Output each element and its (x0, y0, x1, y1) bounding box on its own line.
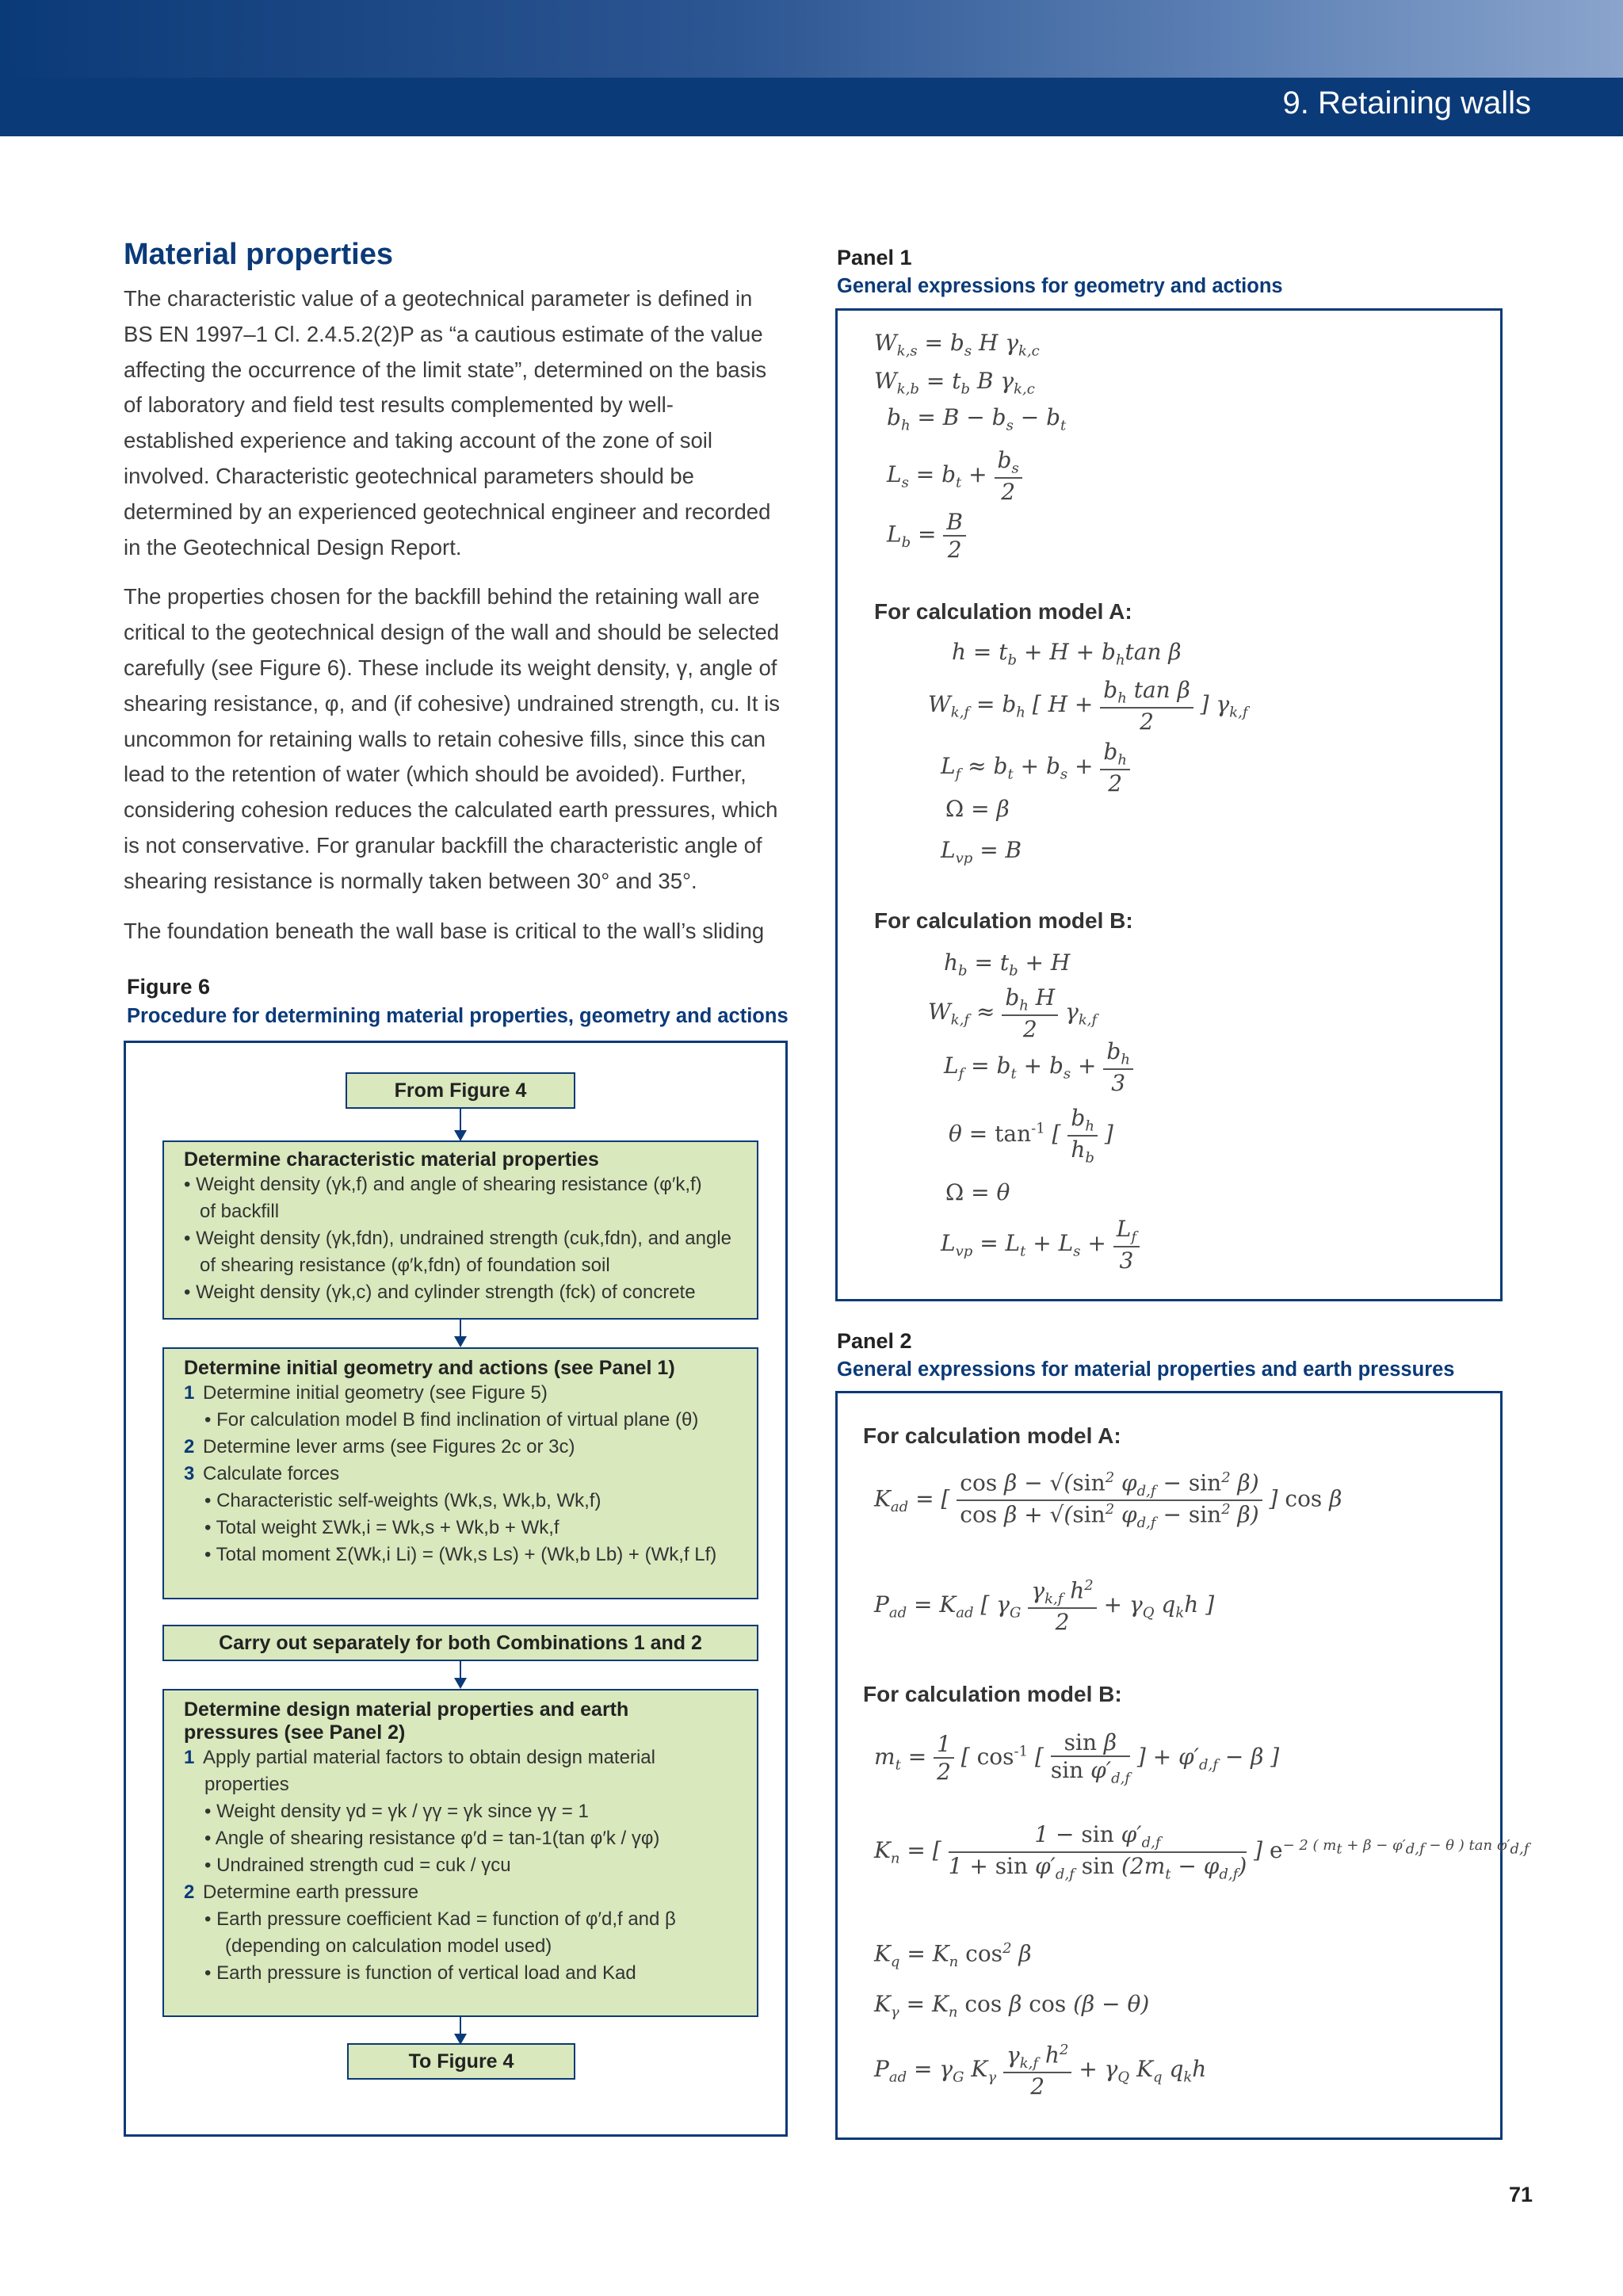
eq-wkf-b: $W_{k,f}$ ≈ $\frac{b_h H}{2}$ $\gamma_{k,f}$ (928, 984, 1098, 1042)
to-figure-label: To Figure 4 (408, 2050, 514, 2073)
left-column (124, 238, 781, 963)
combinations-box (162, 1625, 758, 1661)
eq-bh: $b_h = B - b_s - b_t$ (887, 404, 1067, 434)
box4-item: Apply partial material factors to obtain design material (203, 1747, 655, 1768)
step-number: 1 (184, 1382, 195, 1404)
eq-mt: $m_t$ = $\frac{1}{2}$ [ $\cos^{-1}$ [ $\frac{\text{sin β}}{\sin \varphi'_{d,f}}$ ] + $\varphi'_{d,f} - \beta$ ] (874, 1729, 1280, 1787)
panel1-model-a: For calculation model A: (874, 599, 1132, 624)
paragraph-2: The properties chosen for the backfill behind the retaining wall are critical to the geotechnical design of the wall and should be selected carefully (see Figure 6). These include its weight density, γ, angle of shearing resistance, φ, and (if cohesive) undrained strength, cu. It is uncommon for retaining walls to retain cohesive fills, since this can lead to the retention of water (which should be avoided). Further, considering cohesion reduces the calculated earth pressures, which is not conservative. For granular backfill the characteristic angle of shearing resistance is normally taken between 30° and 35°. (124, 584, 780, 893)
eq-pad-b: $P_{ad} = \gamma_G$ $K_\gamma$ $\frac{\gamma_{k,f} h^2}{2}$ + $\gamma_Q$ $K_q$ $q_kh$ (874, 2042, 1207, 2099)
panel2-caption: General expressions for material properties and earth pressures (837, 1358, 1455, 1381)
combinations-label: Carry out separately for both Combinations 1 and 2 (219, 1632, 702, 1654)
figure-box (124, 1041, 788, 2137)
eq-lvp-a: $L_{vp} = B$ (941, 837, 1022, 867)
panel1-box (835, 308, 1503, 1301)
panel1-label: Panel 1 (837, 246, 912, 269)
eq-lb: $L_b$ = $\frac{B}{2}$ (887, 509, 966, 563)
box1-item: • Weight density (γk,c) and cylinder strength (fck) of concrete (184, 1282, 696, 1303)
arrow-2-head (454, 1336, 467, 1347)
eq-omega-a: Ω = β (945, 796, 1010, 822)
box2-item: Determine lever arms (see Figures 2c or 3c) (203, 1436, 575, 1457)
section-title: Material properties (124, 238, 393, 271)
initial-geometry-box (162, 1347, 758, 1599)
eq-lf-b: $L_f = b_t + b_s$ + $\frac{b_h}{3}$ (944, 1038, 1133, 1096)
eq-wks: $W_{k,s} = b_s$ H $\gamma_{k,c}$ (874, 330, 1040, 360)
paragraph-1: The characteristic value of a geotechnical parameter is defined in BS EN 1997–1 Cl. 2.4.5.2(2)P as “a cautious estimate of the value affecting the occurrence of the limit state”, determined on the basis of laboratory and field test results complemented by well-established experience and taking account of the zone of soil involved. Characteristic geotechnical parameters should be determined by an experienced geotechnical engineer and recorded in the Geotechnical Design Report. (124, 286, 771, 560)
panel2-box (835, 1391, 1529, 2140)
box4-item: • Angle of shearing resistance φ′d = tan-1(tan φ′k / γφ) (204, 1828, 660, 1849)
box4-item: • Earth pressure is function of vertical load and Kad (204, 1962, 636, 1984)
step-number: 1 (184, 1747, 195, 1768)
figure-caption: Procedure for determining material properties, geometry and actions (127, 1005, 789, 1027)
box4-title-2: pressures (see Panel 2) (184, 1721, 406, 1744)
design-properties-box (162, 1689, 758, 2017)
arrow-3-head (454, 1678, 467, 1689)
box4-item: • Earth pressure coefficient Kad = function of φ′d,f and β (204, 1908, 676, 1930)
chapter-title: 9. Retaining walls (1282, 86, 1531, 120)
box4-item: (depending on calculation model used) (225, 1935, 552, 1957)
step-number: 2 (184, 1436, 195, 1457)
from-figure-label: From Figure 4 (394, 1079, 527, 1102)
eq-lf-a: $L_f \approx b_t + b_s$ + $\frac{b_h}{2}$ (941, 739, 1130, 797)
page-number: 71 (1508, 2183, 1533, 2206)
box2-item: • For calculation model B find inclination of virtual plane (θ) (204, 1409, 699, 1431)
eq-kgamma: $K_\gamma = K_n$ cos β cos (β − θ) (874, 1991, 1150, 2021)
box4-item: Determine earth pressure (203, 1881, 419, 1903)
box1-item: • Weight density (γk,fdn), undrained strength (cuk,fdn), and angle (184, 1228, 732, 1249)
eq-theta: $\theta = \tan^{-1}$ [ $\frac{b_h}{h_b}$ ] (949, 1105, 1113, 1167)
box1-title: Determine characteristic material properties (184, 1148, 599, 1171)
box2-item: Determine initial geometry (see Figure 5) (203, 1382, 548, 1404)
from-figure-box (346, 1072, 575, 1109)
panel2-model-a: For calculation model A: (863, 1423, 1121, 1448)
characteristic-properties-box (162, 1140, 758, 1320)
eq-wkf-a: $W_{k,f} = b_h$ [ H + $\frac{b_h \tan \beta}{2}$ ] $\gamma_{k,f}$ (928, 677, 1248, 735)
box1-item: of shearing resistance (φ′k,fdn) of foundation soil (200, 1255, 610, 1276)
eq-hb: $h_b = t_b + H$ (944, 949, 1071, 980)
box2-item: • Total weight ΣWk,i = Wk,s + Wk,b + Wk,f (204, 1517, 559, 1538)
eq-kad: $K_{ad}$ = [ $\frac{\cos \beta - √(\sin^2 \varphi_{d,f} - \sin^2 \beta)}{\cos \beta + √(\sin^2 \varphi_{d,f} - \sin^2 \beta)}$ ] cos β (874, 1469, 1342, 1531)
step-number: 2 (184, 1881, 195, 1903)
eq-pad-a: $P_{ad} = K_{ad}$ [ $\gamma_G$ $\frac{\gamma_{k,f} h^2}{2}$ + $\gamma_Q$ $q_kh$ ] (874, 1577, 1215, 1635)
panel1-caption: General expressions for geometry and actions (837, 275, 1283, 297)
panel2-label: Panel 2 (837, 1329, 912, 1353)
box2-item: • Total moment Σ(Wk,i Li) = (Wk,s Ls) + (Wk,b Lb) + (Wk,f Lf) (204, 1544, 717, 1565)
arrow-1-head (454, 1130, 467, 1141)
panel2-model-b: For calculation model B: (863, 1682, 1122, 1706)
eq-h: $h = t_b + H + b_h\tan$ β (952, 639, 1182, 669)
paragraph-3: The foundation beneath the wall base is critical to the wall’s sliding (124, 918, 765, 943)
panel1-model-b: For calculation model B: (874, 908, 1133, 933)
to-figure-box (347, 2043, 575, 2080)
box2-item: • Characteristic self-weights (Wk,s, Wk,b, Wk,f) (204, 1490, 601, 1511)
eq-kq: $K_q = K_n$ $\cos^2 \beta$ (874, 1940, 1032, 1970)
box4-item: • Weight density γd = γk / γγ = γk since γγ = 1 (204, 1801, 589, 1822)
box4-item: • Undrained strength cud = cuk / γcu (204, 1855, 511, 1876)
box1-item: • Weight density (γk,f) and angle of shearing resistance (φ′k,f) (184, 1174, 702, 1195)
eq-kn: $K_n$ = [ $\frac{1 - \sin \varphi'_{d,f}}{1 + \sin \varphi'_{d,f} \sin (2m_t - \varphi_{d,f})}$ ] $e^{- 2 ( m_t + \beta - \varphi'_{d,f} - \theta ) tan \varphi'_{d,f}}$ (874, 1821, 1529, 1883)
eq-wkb: $W_{k,b} = t_b$ B $\gamma_{k,c}$ (874, 368, 1035, 398)
box4-title: Determine design material properties and earth (184, 1698, 629, 1721)
box1-item: of backfill (200, 1201, 280, 1222)
step-number: 3 (184, 1463, 195, 1484)
box4-item: properties (204, 1774, 289, 1795)
eq-omega-b: Ω = θ (945, 1179, 1010, 1205)
box2-title: Determine initial geometry and actions (see Panel 1) (184, 1357, 675, 1379)
box2-item: Calculate forces (203, 1463, 340, 1484)
eq-lvp-b: $L_{vp} = L_t + L_s$ + $\frac{L_f}{3}$ (941, 1216, 1140, 1274)
figure-label: Figure 6 (127, 975, 211, 999)
eq-ls: $L_s = b_t$ + $\frac{b_s}{2}$ (887, 447, 1022, 505)
arrow-1 (460, 1109, 461, 1133)
